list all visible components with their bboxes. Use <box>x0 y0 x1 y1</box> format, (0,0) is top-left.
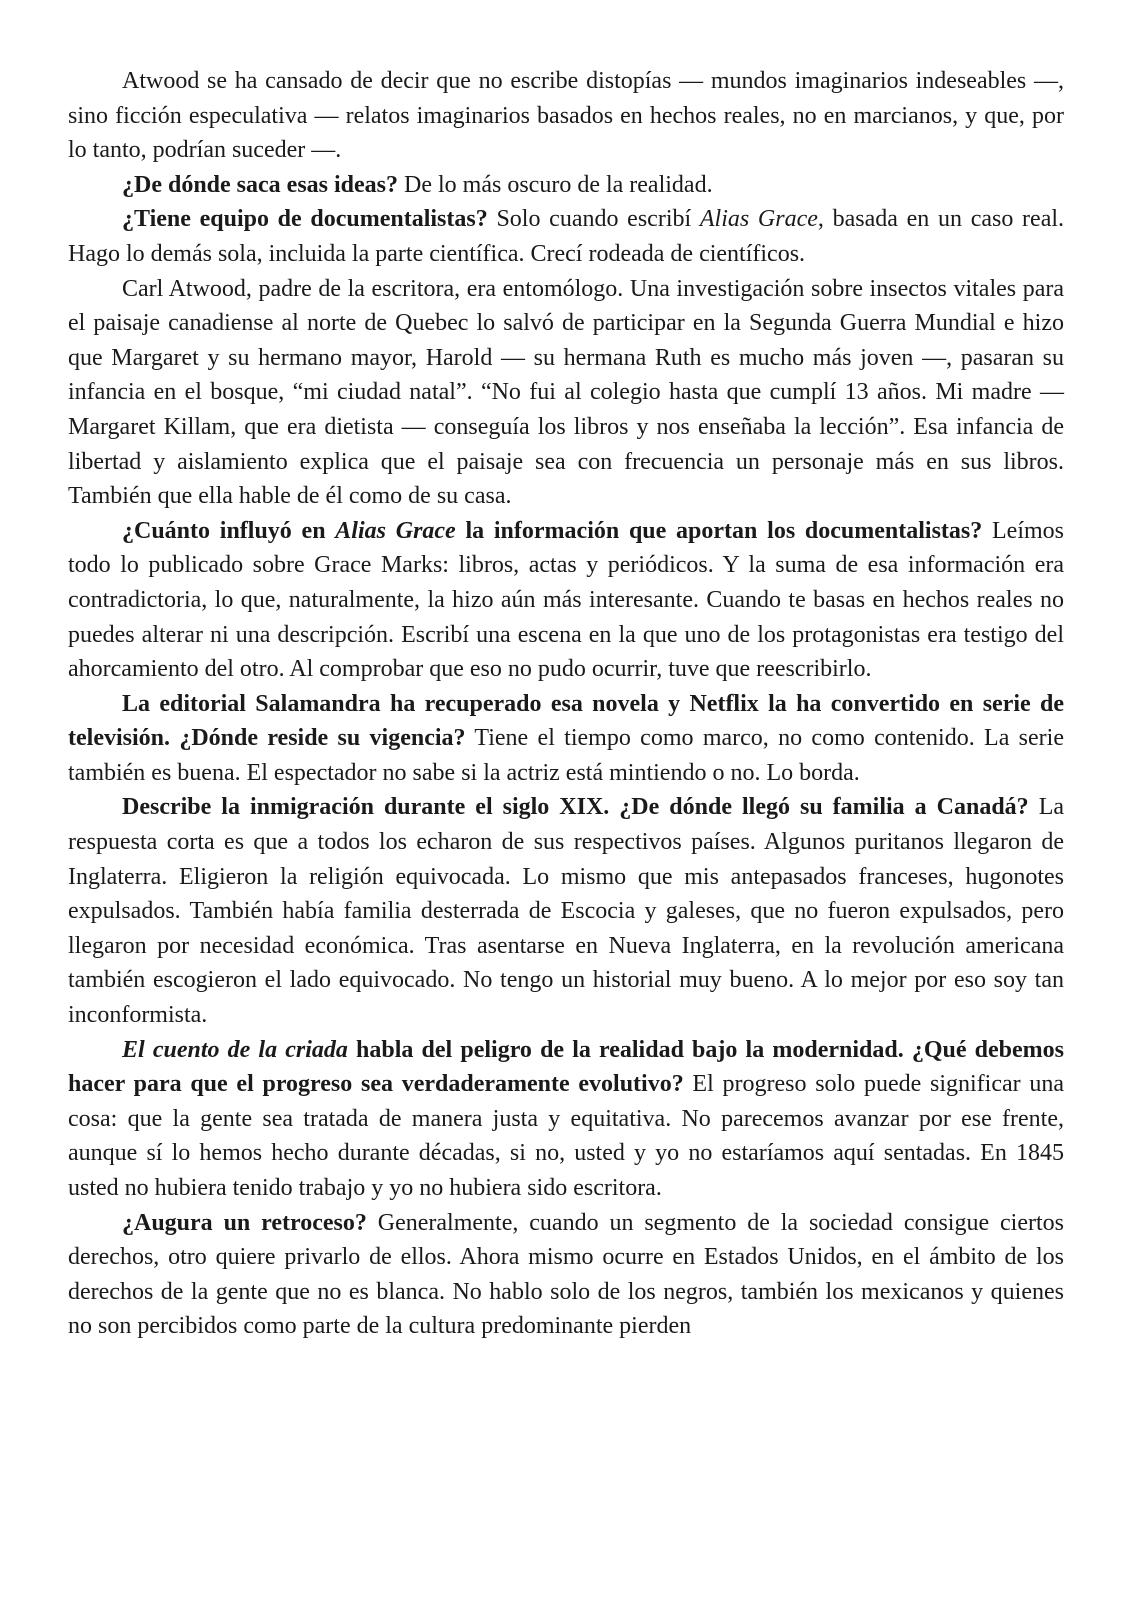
body-text: Carl Atwood, padre de la escritora, era entomólogo. Una investigación sobre insectos vitales para el paisaje canadiense al norte de Quebec lo salvó de participar en la Segunda Guerra Mundial e hizo que Margaret y su hermano mayor, Harold — su hermana Ruth es mucho más joven —, pasaran su infancia en el bosque, “mi ciudad natal”. “No fui al colegio hasta que cumplí 13 años. Mi madre — Margaret Killam, que era dietista — conseguía los libros y nos enseñaba la lección”. Esa infancia de libertad y aislamiento explica que el paisaje sea con frecuencia un personaje más en sus libros. También que ella hable de él como de su casa. <box>68 275 1064 510</box>
body-text: Atwood se ha cansado de decir que no escribe distopías — mundos imaginarios indeseables —, sino ficción especulativa — relatos imaginarios basados en hechos reales, no en marcianos, y que, por lo tanto, podrían suceder —. <box>68 68 1064 164</box>
interview-answer: Generalmente, cuando un segmento de la sociedad consigue ciertos derechos, otro quiere privarlo de ellos. Ahora mismo ocurre en Estados Unidos, en el ámbito de los derechos de la gente que no es blanca. No hablo solo de los negros, también los mexicanos y quienes no son percibidos como parte de la cultura predominante pierden <box>68 1209 1064 1340</box>
interview-answer: Solo cuando escribí <box>487 206 700 233</box>
interview-paragraph <box>68 168 1064 203</box>
interview-answer: De lo más oscuro de la realidad. <box>398 171 713 198</box>
interview-question: Describe la inmigración durante el siglo XIX. ¿De dónde llegó su familia a Canadá? <box>122 794 1029 821</box>
interview-paragraph <box>68 1033 1064 1206</box>
interview-answer: La respuesta corta es que a todos los echaron de sus respectivos países. Algunos puritanos llegaron de Inglaterra. Eligieron la religión equivocada. Lo mismo que mis antepasados franceses, hugonotes expulsados. También había familia desterrada de Escocia y galeses, que no fueron expulsados, pero llegaron por necesidad económica. Tras asentarse en Nueva Inglaterra, en la revolución americana también escogieron el lado equivocado. No tengo un historial muy bueno. A lo mejor por eso soy tan inconformista. <box>68 794 1065 1029</box>
interview-paragraph <box>68 202 1064 271</box>
interview-question: habla del peligro de la realidad bajo la modernidad. ¿Qué debemos hacer para que el progreso sea verdaderamente evolutivo? <box>68 1036 1064 1098</box>
interview-answer: , basada en un caso real. Hago lo demás sola, incluida la parte científica. Crecí rodeada de científicos. <box>68 206 1065 267</box>
interview-question: ¿Tiene equipo de documentalistas? <box>122 206 488 233</box>
interview-question: la información que aportan los documentalistas? <box>455 517 983 544</box>
book-title: Alias Grace <box>335 517 456 544</box>
interview-answer: Leímos todo lo publicado sobre Grace Marks: libros, actas y periódicos. Y la suma de esa información era contradictoria, lo que, naturalmente, la hizo aún más interesante. Cuando te basas en hechos reales no puedes alterar ni una descripción. Escribí una escena en la que uno de los protagonistas era testigo del ahorcamiento del otro. Al comprobar que eso no pudo ocurrir, tuve que reescribirlo. <box>68 517 1064 683</box>
interview-question: La editorial Salamandra ha recuperado esa novela y Netflix la ha convertido en serie de televisión. ¿Dónde reside su vigencia? <box>68 690 1064 752</box>
book-title: Alias Grace <box>699 206 818 233</box>
interview-paragraph <box>68 1206 1064 1344</box>
interview-question: ¿Augura un retroceso? <box>122 1209 367 1236</box>
interview-answer: El progreso solo puede significar una cosa: que la gente sea tratada de manera justa y equitativa. No parecemos avanzar por ese frente, aunque sí lo hemos hecho durante décadas, si no, usted y yo no estaríamos aquí sentadas. En 1845 usted no hubiera tenido trabajo y yo no hubiera sido escritora. <box>68 1071 1064 1201</box>
paragraph <box>68 64 1064 168</box>
interview-question: ¿De dónde saca esas ideas? <box>122 171 399 198</box>
document-page <box>68 64 1064 1344</box>
book-title: El cuento de la criada <box>122 1036 348 1063</box>
interview-paragraph <box>68 514 1064 687</box>
paragraph <box>68 272 1064 514</box>
interview-answer: Tiene el tiempo como marco, no como contenido. La serie también es buena. El espectador no sabe si la actriz está mintiendo o no. Lo borda. <box>68 725 1064 786</box>
interview-question: ¿Cuánto influyó en <box>122 517 336 544</box>
interview-paragraph <box>68 687 1064 791</box>
interview-paragraph <box>68 790 1064 1032</box>
